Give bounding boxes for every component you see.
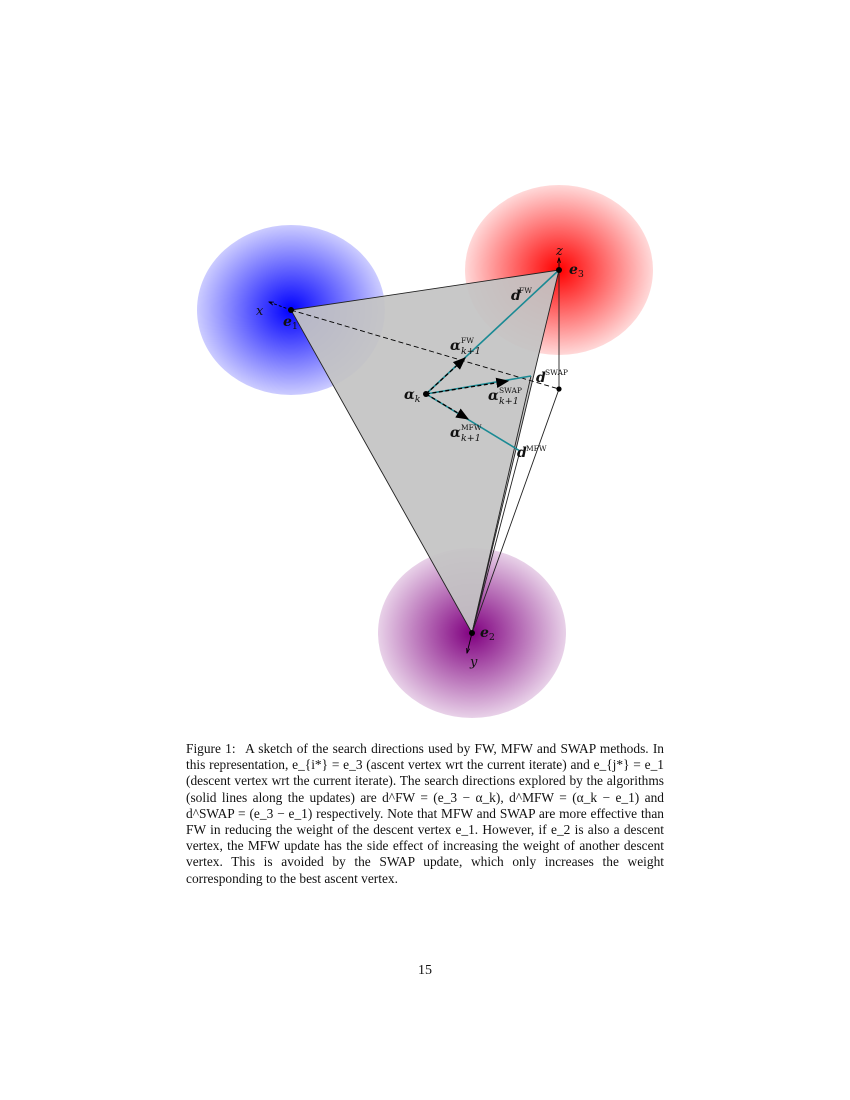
label-d-swap: d SWAP (536, 368, 568, 386)
label-alpha-fw: α FW k+1 (450, 336, 481, 357)
point-e2 (469, 630, 475, 636)
label-alpha-mfw: α MFW k+1 (450, 423, 482, 444)
label-e1: $e_1$ (283, 314, 298, 332)
figure-caption (186, 741, 664, 887)
label-e3: $e_3$ (569, 262, 584, 280)
caption-text: A sketch of the search directions used by FW, MFW and SWAP methods. In this representation, e_{i*} = e_3 (ascent vertex wrt the current iterate) and e_{j*} = e_1 (descent vertex wrt the current iterate). The search directions explored by the algorithms (solid lines along the updates) are d^FW = (e_3 − α_k), d^MFW = (α_k − e_1) and d^SWAP = (e_3 − e_1) respectively. Note that MFW and SWAP are more effective than FW in reducing the weight of the descent vertex e_1. However, if e_2 is also a descent vertex, the MFW update has the side effect of increasing the weight of another descent vertex. This is avoided by the SWAP update, which only increases the weight corresponding to the best ascent vertex. (186, 741, 665, 886)
point-e3 (556, 267, 562, 273)
page-number: 15 (418, 963, 432, 978)
label-alpha-k: $\alpha_k$ (404, 387, 421, 405)
point-e1 (288, 307, 294, 313)
point-alpha-k (423, 391, 429, 397)
label-d-fw: d FW (511, 286, 532, 304)
label-y-axis: y (470, 655, 478, 670)
caption-label: Figure 1: (186, 741, 236, 756)
label-z-axis: z (556, 244, 563, 259)
label-d-mfw: d MFW (517, 444, 547, 461)
point-swap-end (556, 386, 561, 391)
label-e2: $e_2$ (480, 625, 495, 643)
label-x-axis: x (256, 304, 264, 319)
label-alpha-swap: α SWAP k+1 (488, 386, 522, 407)
